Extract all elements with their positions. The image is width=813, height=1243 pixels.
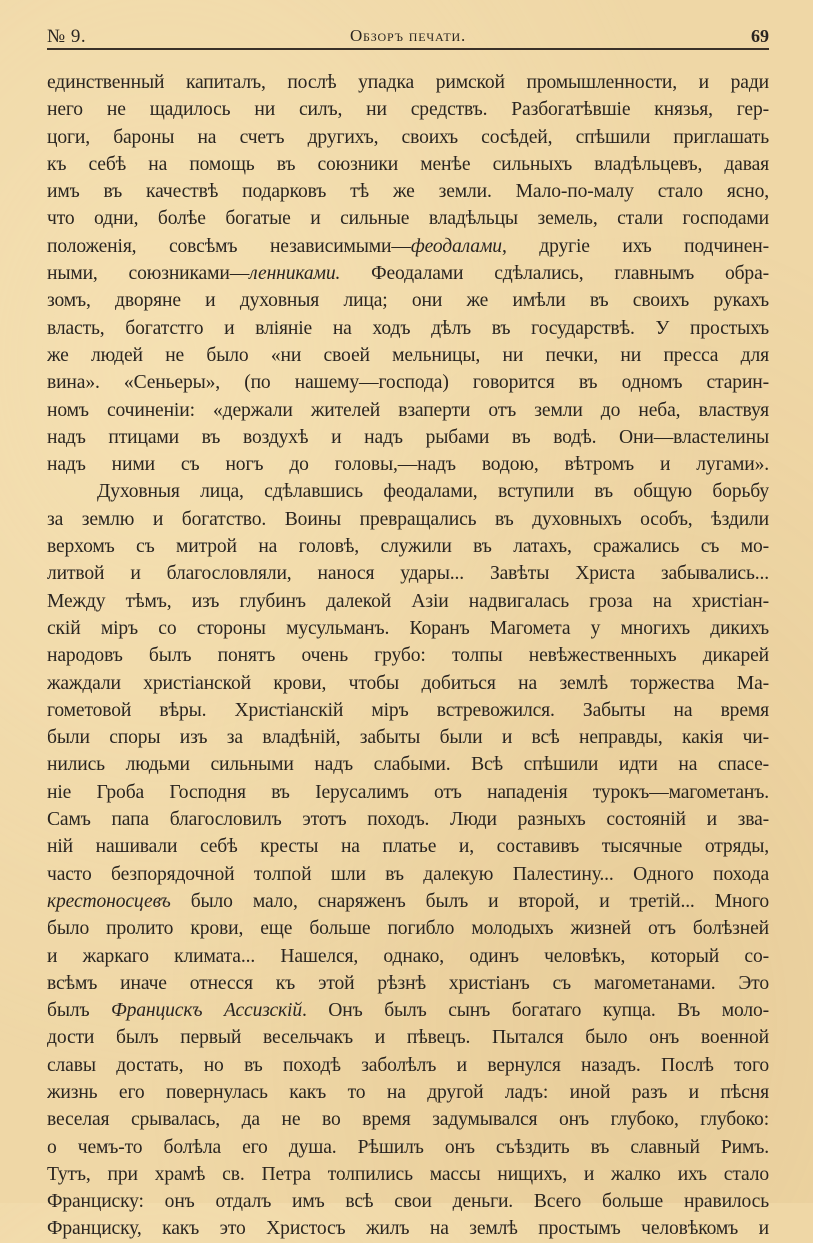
text-line <box>47 124 769 151</box>
text-segment: веселая срывалась, да не во время задумывался онъ глубоко, глубоко: <box>47 1109 769 1131</box>
text-segment: было пролито крови, еще больше погибло молодыхъ жизней отъ болѣзней <box>47 918 769 940</box>
text-segment: Франциску, какъ это Христосъ жилъ на землѣ простымъ человѣкомъ и <box>47 1218 769 1240</box>
text-segment: часто безпорядочной толпой шли въ далекую Палестину... Одного похода <box>47 863 769 885</box>
text-line <box>47 943 769 970</box>
page-number: 69 <box>751 26 769 46</box>
body-text <box>47 69 769 1243</box>
text-line <box>47 315 769 342</box>
running-head <box>47 22 769 48</box>
text-segment: него не щадилось ни силъ, ни средствъ. Разбогатѣвшіе князья, гер- <box>47 99 769 121</box>
text-segment: имъ въ качествѣ подарковъ тѣ же земли. Мало-по-малу стало ясно, <box>47 181 769 203</box>
text-line <box>47 260 769 287</box>
text-line <box>47 915 769 942</box>
text-line <box>47 342 769 369</box>
text-segment: дости былъ первый весельчакъ и пѣвецъ. Пытался было онъ военной <box>47 1027 769 1049</box>
text-segment: ній нашивали себѣ кресты на платье и, составивъ тысячные отряды, <box>47 836 769 858</box>
text-segment: всѣмъ иначе отнесся къ этой рѣзнѣ христіанъ съ магометанами. Это <box>47 972 769 994</box>
text-segment: номъ сочиненіи: «держали жителей взаперти отъ земли до неба, властвуя <box>47 399 769 421</box>
text-segment: народовъ былъ понятъ очень грубо: толпы невѣжественныхъ дикарей <box>47 645 769 667</box>
text-line <box>47 1215 769 1242</box>
text-segment: же людей не было «ни своей мельницы, ни печки, ни пресса для <box>47 344 769 366</box>
text-segment: надъ птицами въ воздухѣ и надъ рыбами въ водѣ. Они—властелины <box>47 426 769 448</box>
text-segment: нились людьми сильными надъ слабыми. Всѣ спѣшили идти на спасе- <box>47 754 769 776</box>
text-segment: надъ ними съ ногъ до головы,—надъ водою, вѣтромъ и лугами». <box>47 454 769 476</box>
text-line <box>47 151 769 178</box>
text-line <box>47 1161 769 1188</box>
text-line <box>47 751 769 778</box>
text-line <box>47 424 769 451</box>
text-line <box>47 205 769 232</box>
text-line <box>47 397 769 424</box>
document-page <box>47 0 769 1240</box>
text-line <box>47 1079 769 1106</box>
text-segment: ніе Гроба Господня въ Іерусалимъ отъ нападенія турокъ—магометанъ. <box>47 781 769 803</box>
text-segment: къ себѣ на помощь въ союзники менѣе сильныхъ владѣльцевъ, давая <box>47 153 769 175</box>
text-segment: и жаркаго климата... Нашелся, однако, одинъ человѣкъ, который со- <box>47 945 769 967</box>
text-segment: единственный капиталъ, послѣ упадка римской промышленности, и ради <box>47 72 769 93</box>
text-segment: гометовой вѣры. Христіанскій міръ встревожился. Забыты на время <box>47 699 769 721</box>
text-segment: Феодалами сдѣлались, главнымъ обра- <box>340 263 769 285</box>
text-line <box>47 560 769 587</box>
text-line <box>47 1052 769 1079</box>
text-segment: славы достать, но въ походѣ заболѣлъ и вернулся назадъ. Послѣ того <box>47 1054 769 1076</box>
text-line <box>47 287 769 314</box>
text-segment: за землю и богатство. Воины превращались въ духовныхъ особъ, ѣздили <box>47 508 769 530</box>
text-line <box>47 369 769 396</box>
text-line <box>47 779 769 806</box>
text-line <box>47 533 769 560</box>
text-segment: Духовныя лица, сдѣлавшись феодалами, вступили въ общую борьбу <box>97 481 769 503</box>
text-line <box>47 96 769 123</box>
header-rule <box>47 48 769 50</box>
text-segment: скій міръ со стороны мусульманъ. Коранъ Магомета у многихъ дикихъ <box>47 617 769 639</box>
text-segment: жизнь его повернулась какъ то на другой ладъ: иной разъ и пѣсня <box>47 1081 769 1103</box>
text-line <box>47 806 769 833</box>
text-segment: что одни, болѣе богатые и сильные владѣльцы земель, стали господами <box>47 208 769 230</box>
text-line <box>47 724 769 751</box>
text-line <box>47 588 769 615</box>
text-line <box>47 451 769 478</box>
text-segment: литвой и благословляли, нанося удары... Завѣты Христа забывались... <box>47 563 769 585</box>
text-segment: верхомъ съ митрой на головѣ, служили въ латахъ, сражались съ мо- <box>47 536 769 558</box>
text-line <box>47 478 769 505</box>
text-segment: о чемъ-то болѣла его душа. Рѣшилъ онъ съѣздить въ славный Римъ. <box>47 1136 769 1158</box>
text-segment: былъ <box>47 1000 112 1022</box>
text-line <box>47 615 769 642</box>
text-line <box>47 670 769 697</box>
issue-number: № 9. <box>47 26 87 47</box>
text-line <box>47 69 769 96</box>
text-line <box>47 1134 769 1161</box>
text-segment: было мало, снаряженъ былъ и второй, и третій... Много <box>170 890 769 912</box>
italic-term: ленниками. <box>249 263 341 285</box>
text-segment: положенія, совсѣмъ независимыми— <box>47 235 411 257</box>
text-segment: жаждали христіанской крови, чтобы добиться на землѣ торжества Ма- <box>47 672 769 694</box>
text-segment: . Онъ былъ сынъ богатаго купца. Въ моло- <box>301 1000 769 1022</box>
text-segment: были споры изъ за владѣній, забыты были и всѣ неправды, какія чи- <box>47 727 769 749</box>
text-segment: Между тѣмъ, изъ глубинъ далекой Азіи надвигалась гроза на христіан- <box>47 590 769 612</box>
text-segment: Франциску: онъ отдалъ имъ всѣ свои деньги. Всего больше нравилось <box>47 1191 769 1213</box>
text-line <box>47 997 769 1024</box>
text-segment: Самъ папа благословилъ этотъ походъ. Люди разныхъ состояній и зва- <box>47 809 769 831</box>
text-segment: , другіе ихъ подчинен- <box>501 235 769 257</box>
text-line <box>47 1188 769 1215</box>
text-segment: вина». «Сеньеры», (по нашему—господа) говорится въ одномъ старин- <box>47 372 769 394</box>
text-segment: ными, союзниками— <box>47 263 250 285</box>
text-line <box>47 1024 769 1051</box>
text-line <box>47 970 769 997</box>
text-line <box>47 888 769 915</box>
text-line <box>47 178 769 205</box>
text-line <box>47 642 769 669</box>
text-segment: власть, богатстго и вліяніе на ходъ дѣлъ въ государствѣ. У простыхъ <box>47 317 769 339</box>
text-segment: цоги, бароны на счетъ другихъ, своихъ сосѣдей, спѣшили приглашать <box>47 126 769 148</box>
text-segment: зомъ, дворяне и духовныя лица; они же имѣли въ своихъ рукахъ <box>47 290 769 312</box>
italic-term: феодалами <box>410 235 502 257</box>
italic-term: крестоносцевъ <box>47 890 171 912</box>
text-line <box>47 697 769 724</box>
text-line <box>47 833 769 860</box>
text-line <box>47 1106 769 1133</box>
text-line <box>47 861 769 888</box>
text-segment: Тутъ, при храмѣ св. Петра толпились массы нищихъ, и жалко ихъ стало <box>47 1163 769 1185</box>
running-title: Обзоръ печати. <box>349 26 467 45</box>
italic-term: Францискъ Ассизскій <box>111 1000 302 1022</box>
text-line <box>47 233 769 260</box>
text-line <box>47 506 769 533</box>
